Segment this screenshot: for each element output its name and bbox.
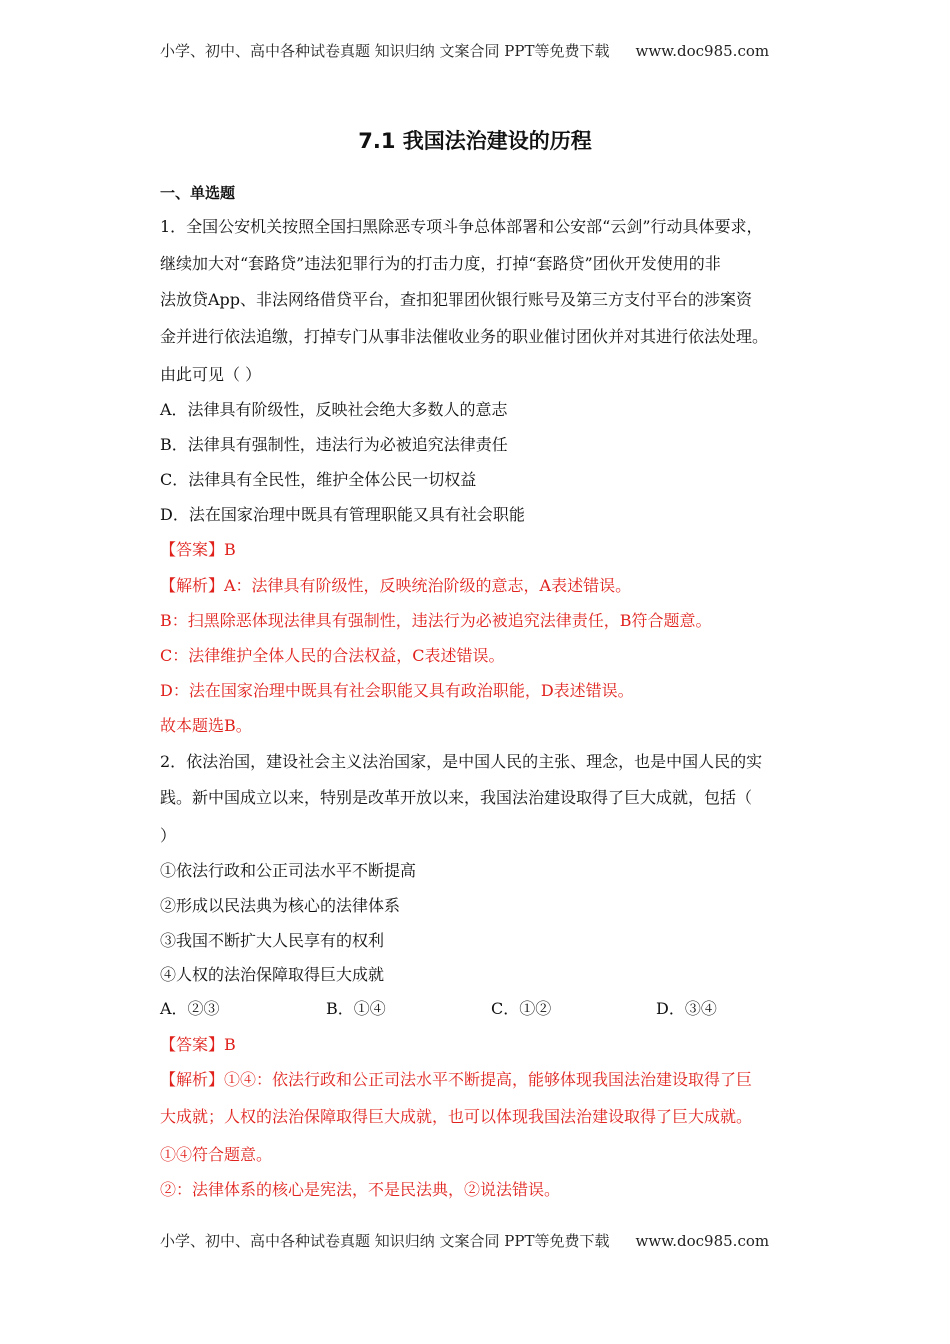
q2-analysis-line: 【解析】①④：依法行政和公正司法水平不断提高，能够体现我国法治建设取得了巨 bbox=[160, 1070, 753, 1089]
q2-item: ③我国不断扩大人民享有的权利 bbox=[160, 931, 385, 950]
q2-option-a: A．②③ bbox=[160, 999, 220, 1018]
q1-option-c: C．法律具有全民性，维护全体公民一切权益 bbox=[160, 470, 477, 489]
footer-text: 小学、初中、高中各种试卷真题 知识归纳 文案合同 PPT等免费下载 bbox=[160, 1232, 610, 1250]
q2-line: 践。新中国成立以来，特别是改革开放以来，我国法治建设取得了巨大成就，包括（ bbox=[160, 788, 753, 807]
footer-site[interactable]: www.doc985.com bbox=[635, 1231, 770, 1250]
q2-answer: 【答案】B bbox=[160, 1035, 236, 1054]
q2-item: ①依法行政和公正司法水平不断提高 bbox=[160, 861, 417, 880]
q1-option-d: D．法在国家治理中既具有管理职能又具有社会职能 bbox=[160, 505, 525, 524]
header-site[interactable]: www.doc985.com bbox=[635, 41, 770, 60]
q1-line: 法放贷App、非法网络借贷平台，查扣犯罪团伙银行账号及第三方支付平台的涉案资 bbox=[160, 290, 753, 309]
header-text: 小学、初中、高中各种试卷真题 知识归纳 文案合同 PPT等免费下载 bbox=[160, 42, 610, 60]
q2-option-c: C．①② bbox=[491, 999, 552, 1018]
q1-line: 继续加大对“套路贷”违法犯罪行为的打击力度，打掉“套路贷”团伙开发使用的非 bbox=[160, 254, 721, 273]
q2-line: 2．依法治国，建设社会主义法治国家，是中国人民的主张、理念，也是中国人民的实 bbox=[160, 752, 763, 771]
q2-option-b: B．①④ bbox=[326, 999, 386, 1018]
q1-analysis-line: D：法在国家治理中既具有社会职能又具有政治职能，D表述错误。 bbox=[160, 681, 634, 700]
q1-conclusion: 故本题选B。 bbox=[160, 716, 252, 735]
q2-analysis-line: 大成就；人权的法治保障取得巨大成就，也可以体现我国法治建设取得了巨大成就。 bbox=[160, 1107, 753, 1126]
page-title: 7.1 我国法治建设的历程 bbox=[358, 129, 592, 153]
q2-line: ） bbox=[160, 826, 177, 845]
section-heading: 一、单选题 bbox=[160, 184, 236, 202]
q1-line: 1．全国公安机关按照全国扫黑除恶专项斗争总体部署和公安部“云剑”行动具体要求， bbox=[160, 217, 763, 236]
q1-option-b: B．法律具有强制性，违法行为必被追究法律责任 bbox=[160, 435, 508, 454]
q1-line: 金并进行依法追缴，打掉专门从事非法催收业务的职业催讨团伙并对其进行依法处理。 bbox=[160, 327, 769, 346]
q2-item: ②形成以民法典为核心的法律体系 bbox=[160, 896, 401, 915]
q2-analysis-line: ②：法律体系的核心是宪法，不是民法典，②说法错误。 bbox=[160, 1180, 561, 1199]
q1-answer: 【答案】B bbox=[160, 540, 236, 559]
q2-item: ④人权的法治保障取得巨大成就 bbox=[160, 965, 385, 984]
q1-option-a: A．法律具有阶级性，反映社会绝大多数人的意志 bbox=[160, 400, 508, 419]
q2-analysis-line: ①④符合题意。 bbox=[160, 1145, 273, 1164]
q1-analysis-line: B：扫黑除恶体现法律具有强制性，违法行为必被追究法律责任，B符合题意。 bbox=[160, 611, 712, 630]
q1-analysis-line: 【解析】A：法律具有阶级性，反映统治阶级的意志，A表述错误。 bbox=[160, 576, 632, 595]
page-header bbox=[160, 40, 800, 61]
q1-line: 由此可见（ ） bbox=[160, 365, 262, 384]
page-footer bbox=[160, 1230, 800, 1251]
q2-option-d: D．③④ bbox=[656, 999, 717, 1018]
q1-analysis-line: C：法律维护全体人民的合法权益，C表述错误。 bbox=[160, 646, 505, 665]
